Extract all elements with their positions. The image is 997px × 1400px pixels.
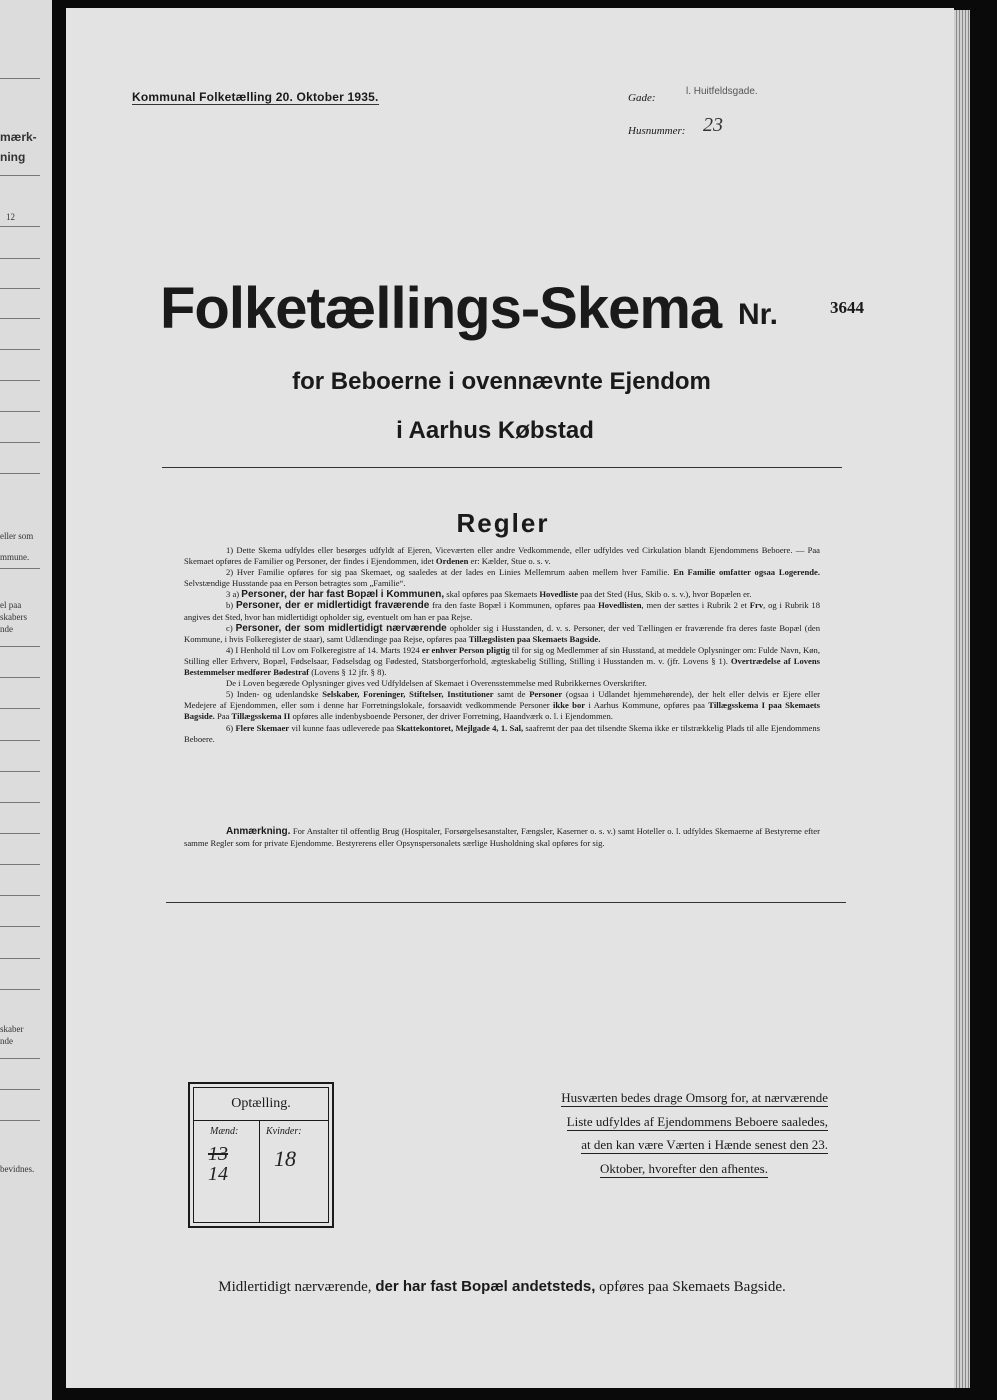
- margin-fragment: eller som: [0, 531, 34, 541]
- notice-line-3: at den kan være Værten i Hænde senest den 23.: [581, 1137, 828, 1152]
- margin-rule: [0, 411, 40, 412]
- margin-rule: [0, 318, 40, 319]
- form-number-value: 3644: [830, 298, 864, 317]
- rule-4: 4) I Henhold til Lov om Folkeregistre af 14. Marts 1924 er enhver Person pligtig til for sig og Medlemmer af sin Husstand, at meddele Oplysninger om: Fulde Navn, Køn, Stilling eller Erhverv, Bopæl, Fødselsaar, Fødselsdag og Fødested, Statsborgerforhold, ægteskabelig Stilling, Stilling i Husstanden m. v. (jfr. Lovens § 1). Overtrædelse af Lovens Bestemmelser medfører Bødestraf (Lovens § 12 jfr. § 8).: [184, 644, 820, 678]
- margin-rule: [0, 473, 40, 474]
- margin-fragment: skaber: [0, 1024, 24, 1034]
- margin-rule: [0, 288, 40, 289]
- divider: [162, 467, 842, 468]
- margin-rule: [0, 740, 40, 741]
- landlord-notice: [488, 1086, 828, 1180]
- margin-fragment: skabers: [0, 612, 27, 622]
- margin-rule: [0, 78, 40, 79]
- margin-fragment: 12: [6, 212, 15, 222]
- margin-rule: [0, 708, 40, 709]
- rules-text: [184, 545, 820, 745]
- rule-3a: 3 a) Personer, der har fast Bopæl i Kommunen, skal opføres paa Skemaets Hovedliste paa det Sted (Hus, Skib o. s. v.), hvor Bopælen er.: [226, 589, 752, 601]
- margin-rule: [0, 1089, 40, 1090]
- margin-rule: [0, 989, 40, 990]
- maend-value-crossed: 13: [208, 1143, 228, 1165]
- notice-line-4: Oktober, hvorefter den afhentes.: [599, 1160, 768, 1176]
- rule-6: 6) Flere Skemaer vil kunne faas udleverede paa Skattekontoret, Mejlgade 4, 1. Sal, saafremt der paa det tilsendte Skema ikke er tilstrækkelig Plads til alle Ejendommens Beboere.: [184, 722, 821, 744]
- maend-value-corrected: 14: [208, 1163, 228, 1185]
- form-subtitle-1: for Beboerne i ovennævnte Ejendom: [292, 368, 711, 395]
- anmaerkning-note: [184, 826, 820, 849]
- margin-rule: [0, 568, 40, 569]
- margin-rule: [0, 226, 40, 227]
- rule-2: 2) Hver Familie opføres for sig paa Skemaet, og saaledes at der lades en Linies Mellemrum aaben mellem hver Familie. En Familie omfatter ogsaa Logerende. Selvstændige Husstande paa en Person betragtes som „Familie“.: [184, 567, 820, 589]
- rule-5: 5) Inden- og udenlandske Selskaber, Foreninger, Stiftelser, Institutioner samt de Personer (ogsaa i Udlandet hjemmehørende), der helt eller delvis er Ejere eller Medejere af Ejendommen, eller som i denne har Forretningslokale, forsaavidt vedkommende Personer ikke bor i Aarhus Kommune, opføres paa Tillægsskema I paa Skemaets Bagside. Paa Tillægsskema II opføres alle indenbysboende Personer, der driver Forretning, Haandværk o. l. i Ejendommen.: [184, 689, 821, 722]
- footer-instruction: [0, 1278, 997, 1296]
- footer-text-end: opføres paa Skemaets Bagside.: [595, 1279, 786, 1295]
- form-subtitle-2: i Aarhus Købstad: [396, 417, 594, 444]
- notice-line-1: Husværten bedes drage Omsorg for, at nærværende: [561, 1090, 828, 1105]
- margin-rule: [0, 771, 40, 772]
- rules-heading: Regler: [456, 508, 550, 538]
- rule-3b: b) Personer, der er midlertidigt fraværende fra den faste Bopæl i Kommunen, opføres paa Hovedlisten, men der sættes i Rubrik 2 et Frv, og i Rubrik 18 angives det Sted, hvor han midlertidigt opholder sig, eventuelt om han er paa Rejse.: [184, 600, 820, 622]
- gade-label: Gade:: [628, 92, 656, 104]
- footer-emphasis: der har fast Bopæl andetsteds,: [375, 1278, 596, 1295]
- anmaerkning-text: For Anstalter til offentlig Brug (Hospitaler, Forsørgelsesanstalter, Fængsler, Kaserner o. s. v.) samt Hoteller o. l. udfyldes Skemaerne af Bestyrerne efter samme Regler som for private Ejendomme. Bestyrerens eller Opsynspersonalets særlige Husholdning skal opføres for sig.: [184, 826, 820, 848]
- census-header: Kommunal Folketælling 20. Oktober 1935.: [132, 90, 379, 104]
- kvinder-label: Kvinder:: [266, 1126, 302, 1137]
- form-number-label: Nr.: [738, 298, 779, 331]
- margin-fragment: nde: [0, 624, 13, 634]
- divider: [166, 902, 846, 903]
- margin-rule: [0, 864, 40, 865]
- husnummer-value: 23: [703, 114, 723, 136]
- optaelling-column-divider: [259, 1120, 260, 1222]
- optaelling-inner-frame: [193, 1087, 329, 1223]
- margin-rule: [0, 175, 40, 176]
- margin-rule: [0, 1120, 40, 1121]
- notice-line-2: Liste udfyldes af Ejendommens Beboere saaledes,: [566, 1113, 828, 1129]
- optaelling-caption: Optælling.: [231, 1096, 291, 1111]
- margin-rule: [0, 646, 40, 647]
- maend-label: Mænd:: [210, 1126, 239, 1137]
- margin-rule: [0, 349, 40, 350]
- margin-fragment: nde: [0, 1036, 13, 1046]
- margin-fragment: el paa: [0, 600, 22, 610]
- margin-fragment: mærk-: [0, 130, 37, 144]
- anmaerkning-lead: Anmærkning.: [226, 826, 291, 837]
- margin-rule: [0, 677, 40, 678]
- margin-rule: [0, 958, 40, 959]
- margin-rule: [0, 802, 40, 803]
- margin-rule: [0, 1058, 40, 1059]
- optaelling-box: [188, 1082, 334, 1228]
- optaelling-separator: [194, 1120, 328, 1121]
- maend-value: [208, 1144, 228, 1184]
- husnummer-label: Husnummer:: [628, 125, 686, 137]
- margin-rule: [0, 895, 40, 896]
- margin-fragment: ning: [0, 150, 26, 164]
- form-title: Folketællings-Skema: [160, 276, 722, 341]
- margin-rule: [0, 926, 40, 927]
- rule-4-note: De i Loven begærede Oplysninger gives ved Udfyldelsen af Skemaet i Overensstemmelse med Rubrikkernes Overskrifter.: [226, 678, 647, 689]
- rule-3c: c) Personer, der som midlertidigt nærværende opholder sig i Husstanden, d. v. s. Personer, der ved Tællingen er fraværende fra deres faste Bopæl (den Kommune, i hvis Folkeregister de staar), samt Udlændinge paa Rejse, opføres paa Tillægslisten paa Skemaets Bagside.: [184, 622, 821, 644]
- page-stack-edge: [954, 10, 970, 1388]
- kvinder-value: 18: [274, 1146, 296, 1171]
- rule-1: 1) Dette Skema udfyldes eller besørges udfyldt af Ejeren, Viceværten eller andre Vedkommende, eller udfyldes ved Cirkulation blandt Ejendommens Beboere. — Paa Skemaet opføres de Familier og Personer, der findes i Ejendommen, idet Ordenen er: Kælder, Stue o. s. v.: [184, 545, 820, 567]
- margin-rule: [0, 258, 40, 259]
- margin-rule: [0, 833, 40, 834]
- margin-fragment: mmune.: [0, 552, 30, 562]
- footer-text: Midlertidigt nærværende,: [218, 1279, 376, 1295]
- gade-value: l. Huitfeldsgade.: [686, 86, 758, 97]
- adjacent-page-strip: [0, 0, 52, 1400]
- margin-fragment: bevidnes.: [0, 1164, 35, 1174]
